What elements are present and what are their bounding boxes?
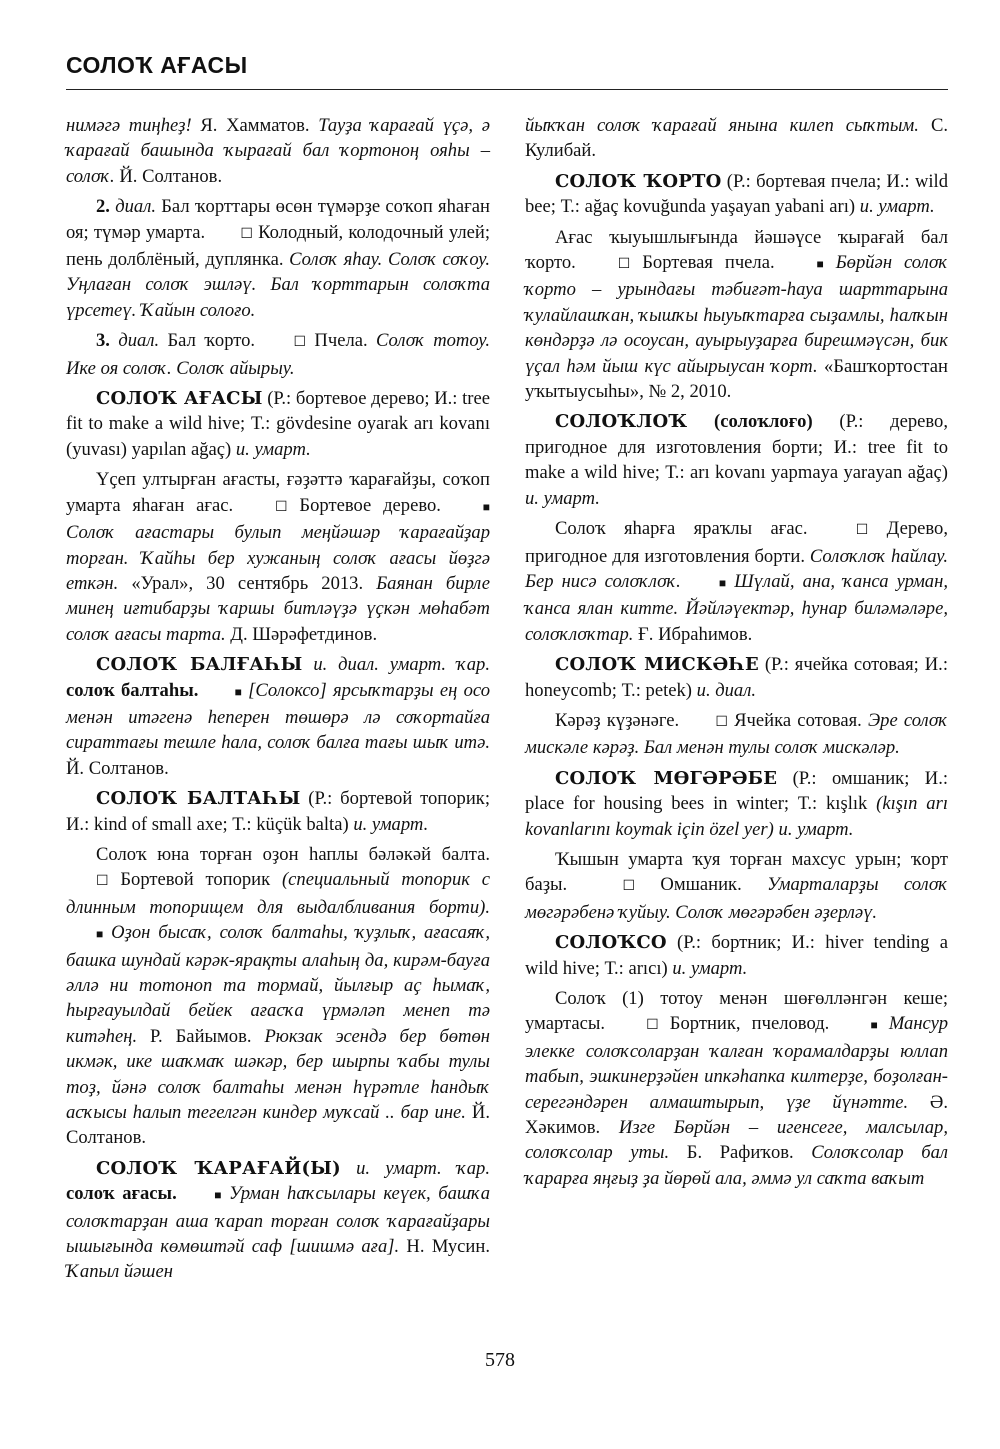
sense-paragraph: Ағас ҡыуышлығында йәшәүсе ҡырағай бал ҡорто. ☐ Бортевая пчела. ■ Бөрйән солоҡ ҡорто – урындағы тәбиғәт-һауа шарттарына ҡулайлашҡан, ҡышҡы һыуыҡтарға сыҙамлы, һалҡын көндәрҙә лә осоусан, ауырыуҙарға бирешмәүсән, бик үҫал һәм йыш күс айырыусан ҡорт. «Башҡортостан уҡытыусыһы», № 2, 2010. — [525, 226, 949, 403]
sense-paragraph: Үҫеп ултырған ағасты, ғәҙәттә ҡарағайҙы, соҡоп умарта яһаған ағас. ☐ Бортевое дерево. ■ Солоҡ ағастары булып меңйәшәр ҡарағайҙар торған. Ҡайһы бер хужаның солоҡ ағасы йөҙгә еткән. «Урал», 30 сентябрь 2013. Баянан бирле минең иғтибарҙы ҡаршы битләүҙә үҫкән мөһабәт солоҡ ағасы тарта. Д. Шәрәфетдинов. — [66, 469, 490, 645]
running-header — [66, 52, 946, 79]
dictionary-entry: СОЛОҠСО (Р.: бортник; И.: hiver tending a wild hive; Т.: arıcı) и. умарт. — [525, 932, 948, 979]
sense-paragraph: 3. диал. Бал ҡорто. ☐ Пчела. Солоҡ тотоу. Ике оя солоҡ. Солоҡ айырыу. — [66, 330, 491, 379]
sense-paragraph: 2. диал. Бал ҡорттары өсөн түмәрҙе соҡоп яһаған оя; түмәр умарта. ☐ Колодный, колодочный улей; пень долблёный, дуплянка. Солоҡ яһау. Солоҡ соҡоу. Уңлаған солоҡ эшләү. Бал ҡорттарын солоҡта үрсетеү. Ҡайын солоғо. — [66, 196, 490, 321]
dictionary-entry: СОЛОҠ ҠАРАҒАЙ(Ы) и. умарт. ҡар. солоҡ ағасы. ■ Урман һаҡсылары кеүек, башҡа солоҡтарҙан аша ҡарап торған солоҡ ҡарағайҙары ышығында көмөштәй саф [шишмә аға]. Н. Мусин. Ҡапыл йәшен — [66, 1157, 491, 1283]
continued-text: нимәгә тиңһеҙ! Я. Хамматов. Тауҙа ҡарағай үҫә, ә ҡарағай башында ҡырағай бал ҡортоноң ояһы – солоҡ. Й. Солтанов. — [66, 115, 490, 187]
dictionary-entry: СОЛОҠЛОҠ (солоҡлоғо) (Р.: дерево, пригодное для изготовления борти; И.: tree fit to make a wild hive; Т.: arı kovanı yapmaya yarayan ağaç) и. умарт. — [525, 411, 948, 509]
dictionary-entry: СОЛОҠ МӨГӘРӘБЕ (Р.: омшаник; И.: place for housing bees in winter; Т.: kışlık (kışın arı kovanlarını koymak için özel yer) и. умарт. — [525, 767, 949, 840]
sense-paragraph: Солоҡ яһарға яраҡлы ағас. ☐ Дерево, пригодное для изготовления борти. Солоҡлоҡ һайлау. Бер нисә солоҡлоҡ. ■ Шүлай, ана, ҡанса урман, ҡанса ялан китте. Йәйләүектәр, һунар биләмәләре, солоҡлоҡтар. Ғ. Ибраһимов. — [525, 518, 948, 645]
header-rule — [66, 89, 948, 90]
dictionary-entry: СОЛОҠ БАЛТАҺЫ (Р.: бортевой топорик; И.: kind of small axe; Т.: küçük balta) и. умарт. — [66, 788, 491, 835]
dictionary-entry: СОЛОҠ АҒАСЫ (Р.: бортевое дерево; И.: tree fit to make a wild hive; Т.: gövdesine oyarak arı kovanı (yuvası) yapılan ağaç) и. умарт. — [66, 388, 490, 460]
dictionary-entry: СОЛОҠ БАЛҒАҺЫ и. диал. умарт. ҡар. солоҡ балтаһы. ■ [Солоксо] ярсыҡтарҙы ең осо менән итәгенә һеперен төшөрә лә соҡортайға сираттағы тешле һала, солоҡ балға тағы шыҡ итә. Й. Солтанов. — [66, 654, 491, 779]
sense-paragraph: Солоҡ (1) тотоу менән шөғөлләнгән кеше; умартасы. ☐ Бортник, пчеловод. ■ Мансур элекке солоҡсоларҙан ҡалған ҡорамалдарҙы юллап табып, эшкинерҙәйен ипкәһапка килтерҙе, боҙолған-серегәндәрен алмаштырып, үҙе йүнәтте. Ә. Хәкимов. Изге Бөрйән – игенсеге, малсылар, солоҡсолар уты. Б. Рафиҡов. Солоҡсолар бал ҡарарға яңғыҙ ҙа йөрөй ала, әммә ул саҡта ваҡыт — [525, 988, 948, 1189]
dictionary-entry: СОЛОҠ ҠОРТО (Р.: бортевая пчела; И.: wild bee; Т.: ağaç kovuğunda yaşayan yabani arı) и. умарт. — [525, 170, 949, 218]
continued-text: йыҡҡан солоҡ ҡарағай янына килеп сыҡтым. С. Кулибай. — [525, 115, 948, 162]
sense-paragraph: Ҡышын умарта ҡуя торған махсус урын; ҡорт баҙы. ☐ Омшаник. Умарталарҙы солоҡ мөгәрәбенә ҡуйыу. Солоҡ мөгәрәбен әҙерләү. — [525, 848, 948, 923]
dictionary-entry: СОЛОҠ МИСКӘҺЕ (Р.: ячейка сотовая; И.: honeycomb; Т.: petek) и. диал. — [525, 654, 948, 701]
left-column — [66, 113, 490, 1290]
running-head-title: СОЛОҠ АҒАСЫ — [66, 52, 248, 78]
sense-paragraph: Солоҡ юна торған оҙон һаплы бәләкәй балта. ☐ Бортевой топорик (специальный топорик с длинным топорищем для выдалбливания борти). ■ Оҙон бысаҡ, солоҡ балтаһы, ҡуҙлыҡ, ағасаяҡ, башка шундай кәрәк-ярақты алаһың да, кирәм-бауға әллә ни тотоноп та тормай, йылғыр аҫ һымаҡ, һырғауылдай бейек ағасҡа үрмәләп менеп тә китәһең. Р. Байымов. Рюкзак эсендә бер бөтөн икмәк, ике шаҡмаҡ шәкәр, бер шырпы ҡабы тулы тоҙ, йәнә солоҡ балтаһы менән һүрәтле һандыҡ асҡысы һалып тегелгән киндер муҡсай .. бар ине. Й. Солтанов. — [66, 843, 490, 1149]
right-column — [525, 113, 948, 1196]
sense-paragraph: Кәрәҙ күҙәнәге. ☐ Ячейка сотовая. Эре солоҡ мискәле кәрәҙ. Бал менән тулы солоҡ мискәләр. — [525, 709, 948, 759]
page-number: 578 — [485, 1349, 515, 1371]
